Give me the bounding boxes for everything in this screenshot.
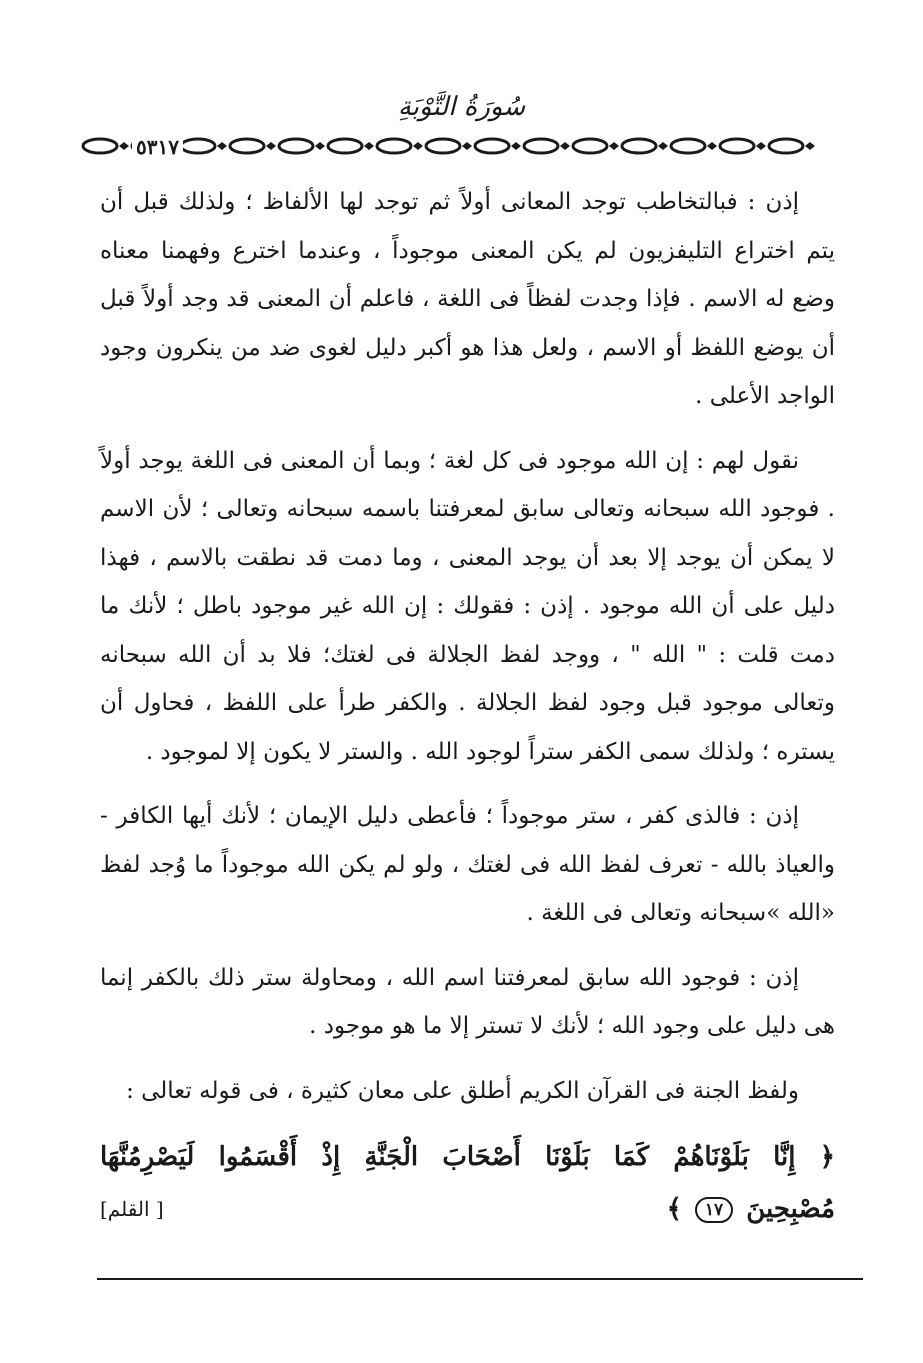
verse-ending (667, 1183, 835, 1235)
footer-rule (97, 1278, 863, 1280)
ornament-oval (83, 139, 117, 153)
verse-line-2 (100, 1183, 835, 1235)
ornament-oval (181, 139, 215, 153)
ornament-oval (426, 139, 460, 153)
ornament-diamond (560, 142, 570, 150)
surah-reference: [ القلم] (100, 1197, 164, 1221)
ornament-diamond (266, 142, 276, 150)
paragraph-3: إذن : فالذى كفر ، ستر موجوداً ؛ فأعطى دليل الإيمان ؛ لأنك أيها الكافر - والعياذ بالله - تعرف لفظ الله فى لغتك ، ولو لم يكن الله موجوداً ما وُجد لفظ «الله »سبحانه وتعالى فى اللغة . (100, 803, 835, 926)
header-ornament-border (80, 132, 843, 160)
ornament-oval (671, 139, 705, 153)
ornament-oval (524, 139, 558, 153)
ornament-oval (377, 139, 411, 153)
ornament-diamond (217, 142, 227, 150)
paragraph-2: نقول لهم : إن الله موجود فى كل لغة ؛ وبما أن المعنى فى اللغة يوجد أولاً . فوجود الله سبحانه وتعالى سابق لمعرفتنا باسمه سبحانه وتعالى ؛ لأن الاسم لا يمكن أن يوجد إلا بعد أن يوجد المعنى ، وما دمت قد نطقت بالاسم ، فهذا دليل على أن الله موجود . إذن : فقولك : إن الله غير موجود باطل ؛ لأنك ما دمت قلت : " الله " ، ووجد لفظ الجلالة فى لغتك؛ فلا بد أن الله سبحانه وتعالى موجود قبل وجود لفظ الجلالة . والكفر طرأ على اللفظ ، فحاول أن يستره ؛ ولذلك سمى الكفر ستراً لوجود الله . والستر لا يكون إلا لموجود . (100, 447, 835, 765)
ornament-diamond (756, 142, 766, 150)
ornament-oval (622, 139, 656, 153)
verse-line-1: ﴿ إِنَّا بَلَوْنَاهُمْ كَمَا بَلَوْنَا أَصْحَابَ الْجَنَّةِ إِذْ أَقْسَمُوا لَيَصْرِمُنَّهَا (100, 1142, 835, 1172)
surah-title: سُورَةُ التَّوْبَةِ (397, 92, 526, 122)
ornament-oval (769, 139, 803, 153)
ornament-oval (573, 139, 607, 153)
page-header (80, 84, 843, 174)
ornament-diamond (511, 142, 521, 150)
paragraph-4: إذن : فوجود الله سابق لمعرفتنا اسم الله ، ومحاولة ستر ذلك بالكفر إنما هى دليل على وجود الله ؛ لأنك لا تستر إلا ما هو موجود . (100, 964, 835, 1039)
ornament-diamond (364, 142, 374, 150)
ornament-oval (328, 139, 362, 153)
page-content (100, 178, 835, 1235)
ornament-diamond (462, 142, 472, 150)
ornament-oval (720, 139, 754, 153)
ornament-diamond (413, 142, 423, 150)
ornament-diamond (707, 142, 717, 150)
verse-word: مُصْبِحِينَ (746, 1194, 835, 1224)
paragraph-1: إذن : فبالتخاطب توجد المعانى أولاً ثم توجد لها الألفاظ ؛ ولذلك قبل أن يتم اختراع التليفزيون لم يكن المعنى موجوداً ، وعندما اخترع وفهمنا معناه وضع له الاسم . فإذا وجدت لفظاً فى اللغة ، فاعلم أن المعنى قد وجد أولاً قبل أن يوضع اللفظ أو الاسم ، ولعل هذا هو أكبر دليل لغوى ضد من ينكرون وجود الواجد الأعلى . (100, 189, 835, 409)
verse-closing-bracket: ﴾ (666, 1194, 682, 1224)
quran-verse (100, 1131, 835, 1235)
ayah-number-badge: ١٧ (695, 1197, 733, 1223)
ornament-diamond (609, 142, 619, 150)
ornament-oval (230, 139, 264, 153)
paragraph-5: ولفظ الجنة فى القرآن الكريم أطلق على معان كثيرة ، فى قوله تعالى : (126, 1077, 799, 1104)
page-number: ٥٣١٧ (132, 135, 183, 159)
ornament-oval (279, 139, 313, 153)
ornament-diamond (119, 142, 129, 150)
ornament-diamond (658, 142, 668, 150)
ornament-oval (475, 139, 509, 153)
ornament-diamond (805, 142, 815, 150)
ornament-diamond (315, 142, 325, 150)
